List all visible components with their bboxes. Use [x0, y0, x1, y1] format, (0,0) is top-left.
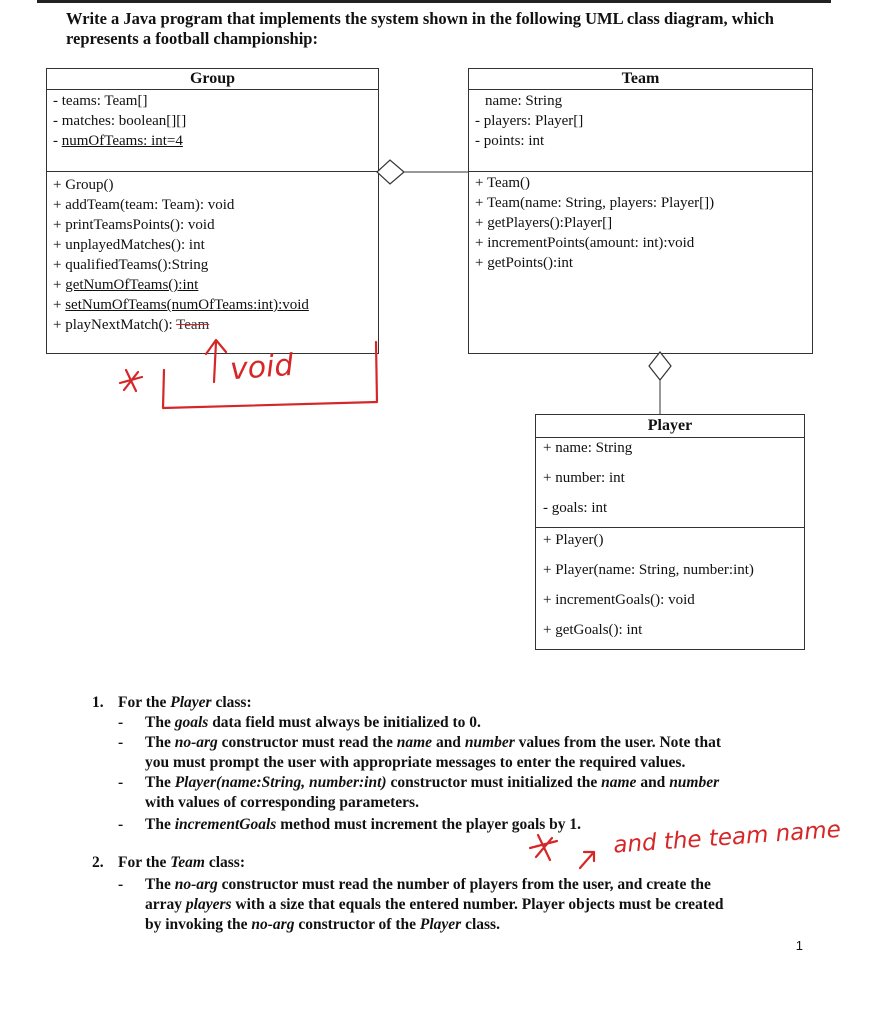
class-title: Team [621, 70, 660, 87]
struck-return-type: Team [176, 317, 210, 333]
method-static: + setNumOfTeams(numOfTeams:int):void [53, 297, 309, 313]
field: + name: String [543, 440, 633, 456]
field: - points: int [475, 133, 545, 149]
method: + addTeam(team: Team): void [53, 197, 235, 213]
field: + number: int [543, 470, 625, 486]
method: + incrementGoals(): void [543, 592, 695, 608]
static-method-text: setNumOfTeams(numOfTeams:int):void [65, 297, 309, 313]
class-title: Player [647, 417, 693, 434]
method: + getPoints():int [475, 255, 574, 271]
list-bullet: The incrementGoals method must increment the player goals by 1. [145, 816, 582, 833]
list-bullet-continued: you must prompt the user with appropriate messages to enter the required values. [145, 754, 686, 771]
method: + Team() [475, 175, 531, 191]
list-bullet-continued: with values of corresponding parameters. [145, 794, 419, 811]
void-annotation: void [228, 347, 295, 388]
method: + getPlayers():Player[] [475, 215, 613, 231]
list-number: 2. [92, 854, 104, 871]
field: - players: Player[] [475, 113, 584, 129]
field-static: - numOfTeams: int=4 [53, 133, 183, 149]
method-text: + playNextMatch(): [53, 317, 177, 333]
static-field-text: numOfTeams: int=4 [61, 133, 183, 149]
field: - matches: boolean[][] [53, 113, 187, 129]
method: + Player() [543, 532, 604, 548]
method: + getGoals(): int [543, 622, 643, 638]
list-number: 1. [92, 694, 104, 711]
field: - teams: Team[] [53, 93, 148, 109]
static-method-text: getNumOfTeams():int [65, 277, 199, 293]
method: + printTeamsPoints(): void [53, 217, 215, 233]
class-title: Group [189, 70, 236, 87]
arrow-up-mark [206, 340, 226, 382]
list-bullet: The no-arg constructor must read the name and number values from the user. Note that [145, 734, 721, 751]
asterisk-mark [120, 370, 142, 391]
method-static: + getNumOfTeams():int [53, 277, 199, 293]
list-bullet-continued: array players with a size that equals the entered number. Player objects must be created [145, 896, 724, 913]
method: + unplayedMatches(): int [53, 237, 205, 253]
page-number: 1 [795, 938, 803, 953]
list-bullet: The goals data field must always be initialized to 0. [145, 714, 481, 731]
method: + Player(name: String, number:int) [543, 562, 754, 578]
field: name: String [485, 93, 563, 109]
requirements-list: 1. For the Player class: - The goals data field must always be initialized to 0. - The no-arg constructor must read the name and number values from the user. Note that you must prompt the user with appropriate messages to enter the required values. - The Player(name:String, number:int) constructor must initialized the name and number with values of corresponding parameters. - The incrementGoals method must increment the player goals by 1. 2. For the Team class: - The no-arg constructor must read the number of players from the user, and create the array players with a size that equals the entered number. Player objects must be created by invoking the no-arg constructor of the Player class. [92, 694, 724, 933]
method: + qualifiedTeams():String [53, 257, 209, 273]
team-name-annotation: and the team name [612, 816, 842, 859]
method: + Group() [53, 177, 114, 193]
list-item-heading: For the Player class: [118, 694, 252, 711]
intro-text: Write a Java program that implements the system shown in the following UML class diagram, which represents a football championship: [66, 9, 774, 48]
list-bullet: The no-arg constructor must read the number of players from the user, and create the [145, 876, 711, 893]
field: - goals: int [543, 500, 608, 516]
list-bullet: The Player(name:String, number:int) constructor must initialized the name and number [145, 774, 720, 791]
method: + incrementPoints(amount: int):void [475, 235, 695, 251]
list-item-heading: For the Team class: [118, 854, 246, 871]
list-bullet-continued: by invoking the no-arg constructor of the Player class. [145, 916, 500, 933]
method: + Team(name: String, players: Player[]) [475, 195, 715, 211]
